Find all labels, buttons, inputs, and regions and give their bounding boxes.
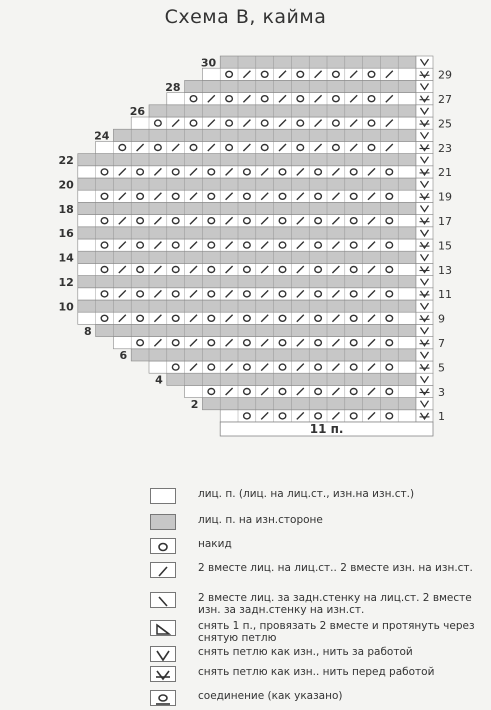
yarn-over-icon [150,538,176,554]
plain-row [78,239,416,251]
legend-text: снять петлю как изн., нить за работой [198,646,413,658]
shaded-row [149,105,416,117]
row-number-left: 12 [58,275,74,289]
selvedge-cell [416,166,433,178]
selvedge-cell [416,80,433,92]
selvedge-cell [416,56,433,68]
blank-cell-icon [150,488,176,504]
plain-row [78,312,416,324]
row-number-right: 13 [438,263,452,277]
shaded-row [78,300,416,312]
slip-wyib-icon [150,646,176,662]
row-number-right: 11 [438,288,452,302]
shaded-row [78,154,416,166]
selvedge-cell [416,190,433,202]
row-number-left: 26 [129,105,145,119]
row-number-right: 21 [438,166,452,180]
row-number-left: 28 [165,80,181,94]
selvedge-cell [416,239,433,251]
row-number-right: 3 [438,385,445,399]
row-number-right: 23 [438,141,452,155]
selvedge-cell [416,324,433,336]
row-number-right: 29 [438,68,452,82]
selvedge-cell [416,312,433,324]
selvedge-cell [416,93,433,105]
legend-text: снять петлю как изн.. нить перед работой [198,666,435,678]
ssk-icon [150,592,176,608]
row-number-right: 17 [438,214,452,228]
row-number-left: 4 [155,373,163,387]
selvedge-cell [416,410,433,422]
selvedge-cell [416,141,433,153]
shaded-row [220,56,416,68]
legend-text: 2 вместе лиц. на лиц.ст.. 2 вместе изн. на изн.ст. [198,562,473,574]
legend-text: накид [198,538,232,550]
plain-row [78,215,416,227]
shaded-cell-icon [150,514,176,530]
page-title: Схема В, кайма [164,6,327,28]
selvedge-cell [416,373,433,385]
selvedge-cell [416,276,433,288]
row-number-right: 5 [438,361,445,375]
row-number-right: 1 [438,410,445,424]
row-number-right: 7 [438,336,445,350]
selvedge-cell [416,288,433,300]
shaded-row [113,129,416,141]
selvedge-cell [416,68,433,80]
row-number-right: 15 [438,239,452,253]
k2tog-icon [150,562,176,578]
plain-row [78,166,416,178]
selvedge-cell [416,129,433,141]
shaded-row [78,227,416,239]
row-number-left: 2 [190,397,199,411]
plain-row [78,190,416,202]
stitch-count-label: 11 п. [309,422,344,436]
plain-row [78,263,416,275]
selvedge-cell [416,117,433,129]
row-number-left: 18 [58,202,74,216]
selvedge-cell [416,398,433,410]
row-number-right: 25 [438,117,452,131]
shaded-row [78,251,416,263]
shaded-row [78,202,416,214]
join-icon [150,690,176,706]
row-number-left: 10 [58,300,74,314]
selvedge-cell [416,178,433,190]
selvedge-cell [416,105,433,117]
row-number-right: 27 [438,92,452,106]
selvedge-cell [416,300,433,312]
slip-wyif-icon [150,666,176,682]
shaded-row [78,178,416,190]
row-number-left: 24 [94,129,110,143]
row-number-left: 20 [58,178,74,192]
selvedge-cell [416,202,433,214]
row-number-right: 9 [438,312,445,326]
legend-text: лиц. п. (лиц. на лиц.ст., изн.на изн.ст.) [198,488,415,500]
row-number-left: 6 [119,349,128,363]
row-number-right: 19 [438,190,452,204]
selvedge-cell [416,337,433,349]
selvedge-cell [416,251,433,263]
plain-row [149,361,416,373]
legend-text: лиц. п. на изн.стороне [198,514,323,526]
row-number-left: 30 [200,56,217,70]
selvedge-cell [416,385,433,397]
shaded-row [185,80,416,92]
selvedge-cell [416,227,433,239]
selvedge-cell [416,215,433,227]
legend-text: соединение (как указано) [198,690,343,702]
legend-text: 2 вместе лиц. за задн.стенку на лиц.ст. 2 вместе изн. за задн.стенку на изн.ст. [198,592,472,616]
legend-text: снять 1 п., провязать 2 вместе и протянуть через снятую петлю [198,620,475,644]
row-number-left: 22 [58,153,74,167]
plain-row [78,288,416,300]
selvedge-cell [416,154,433,166]
row-number-left: 16 [58,227,74,241]
row-number-left: 14 [58,251,74,265]
selvedge-cell [416,361,433,373]
selvedge-cell [416,263,433,275]
selvedge-cell [416,349,433,361]
shaded-row [78,276,416,288]
row-number-left: 8 [83,324,92,338]
sk2p-icon [150,620,176,636]
